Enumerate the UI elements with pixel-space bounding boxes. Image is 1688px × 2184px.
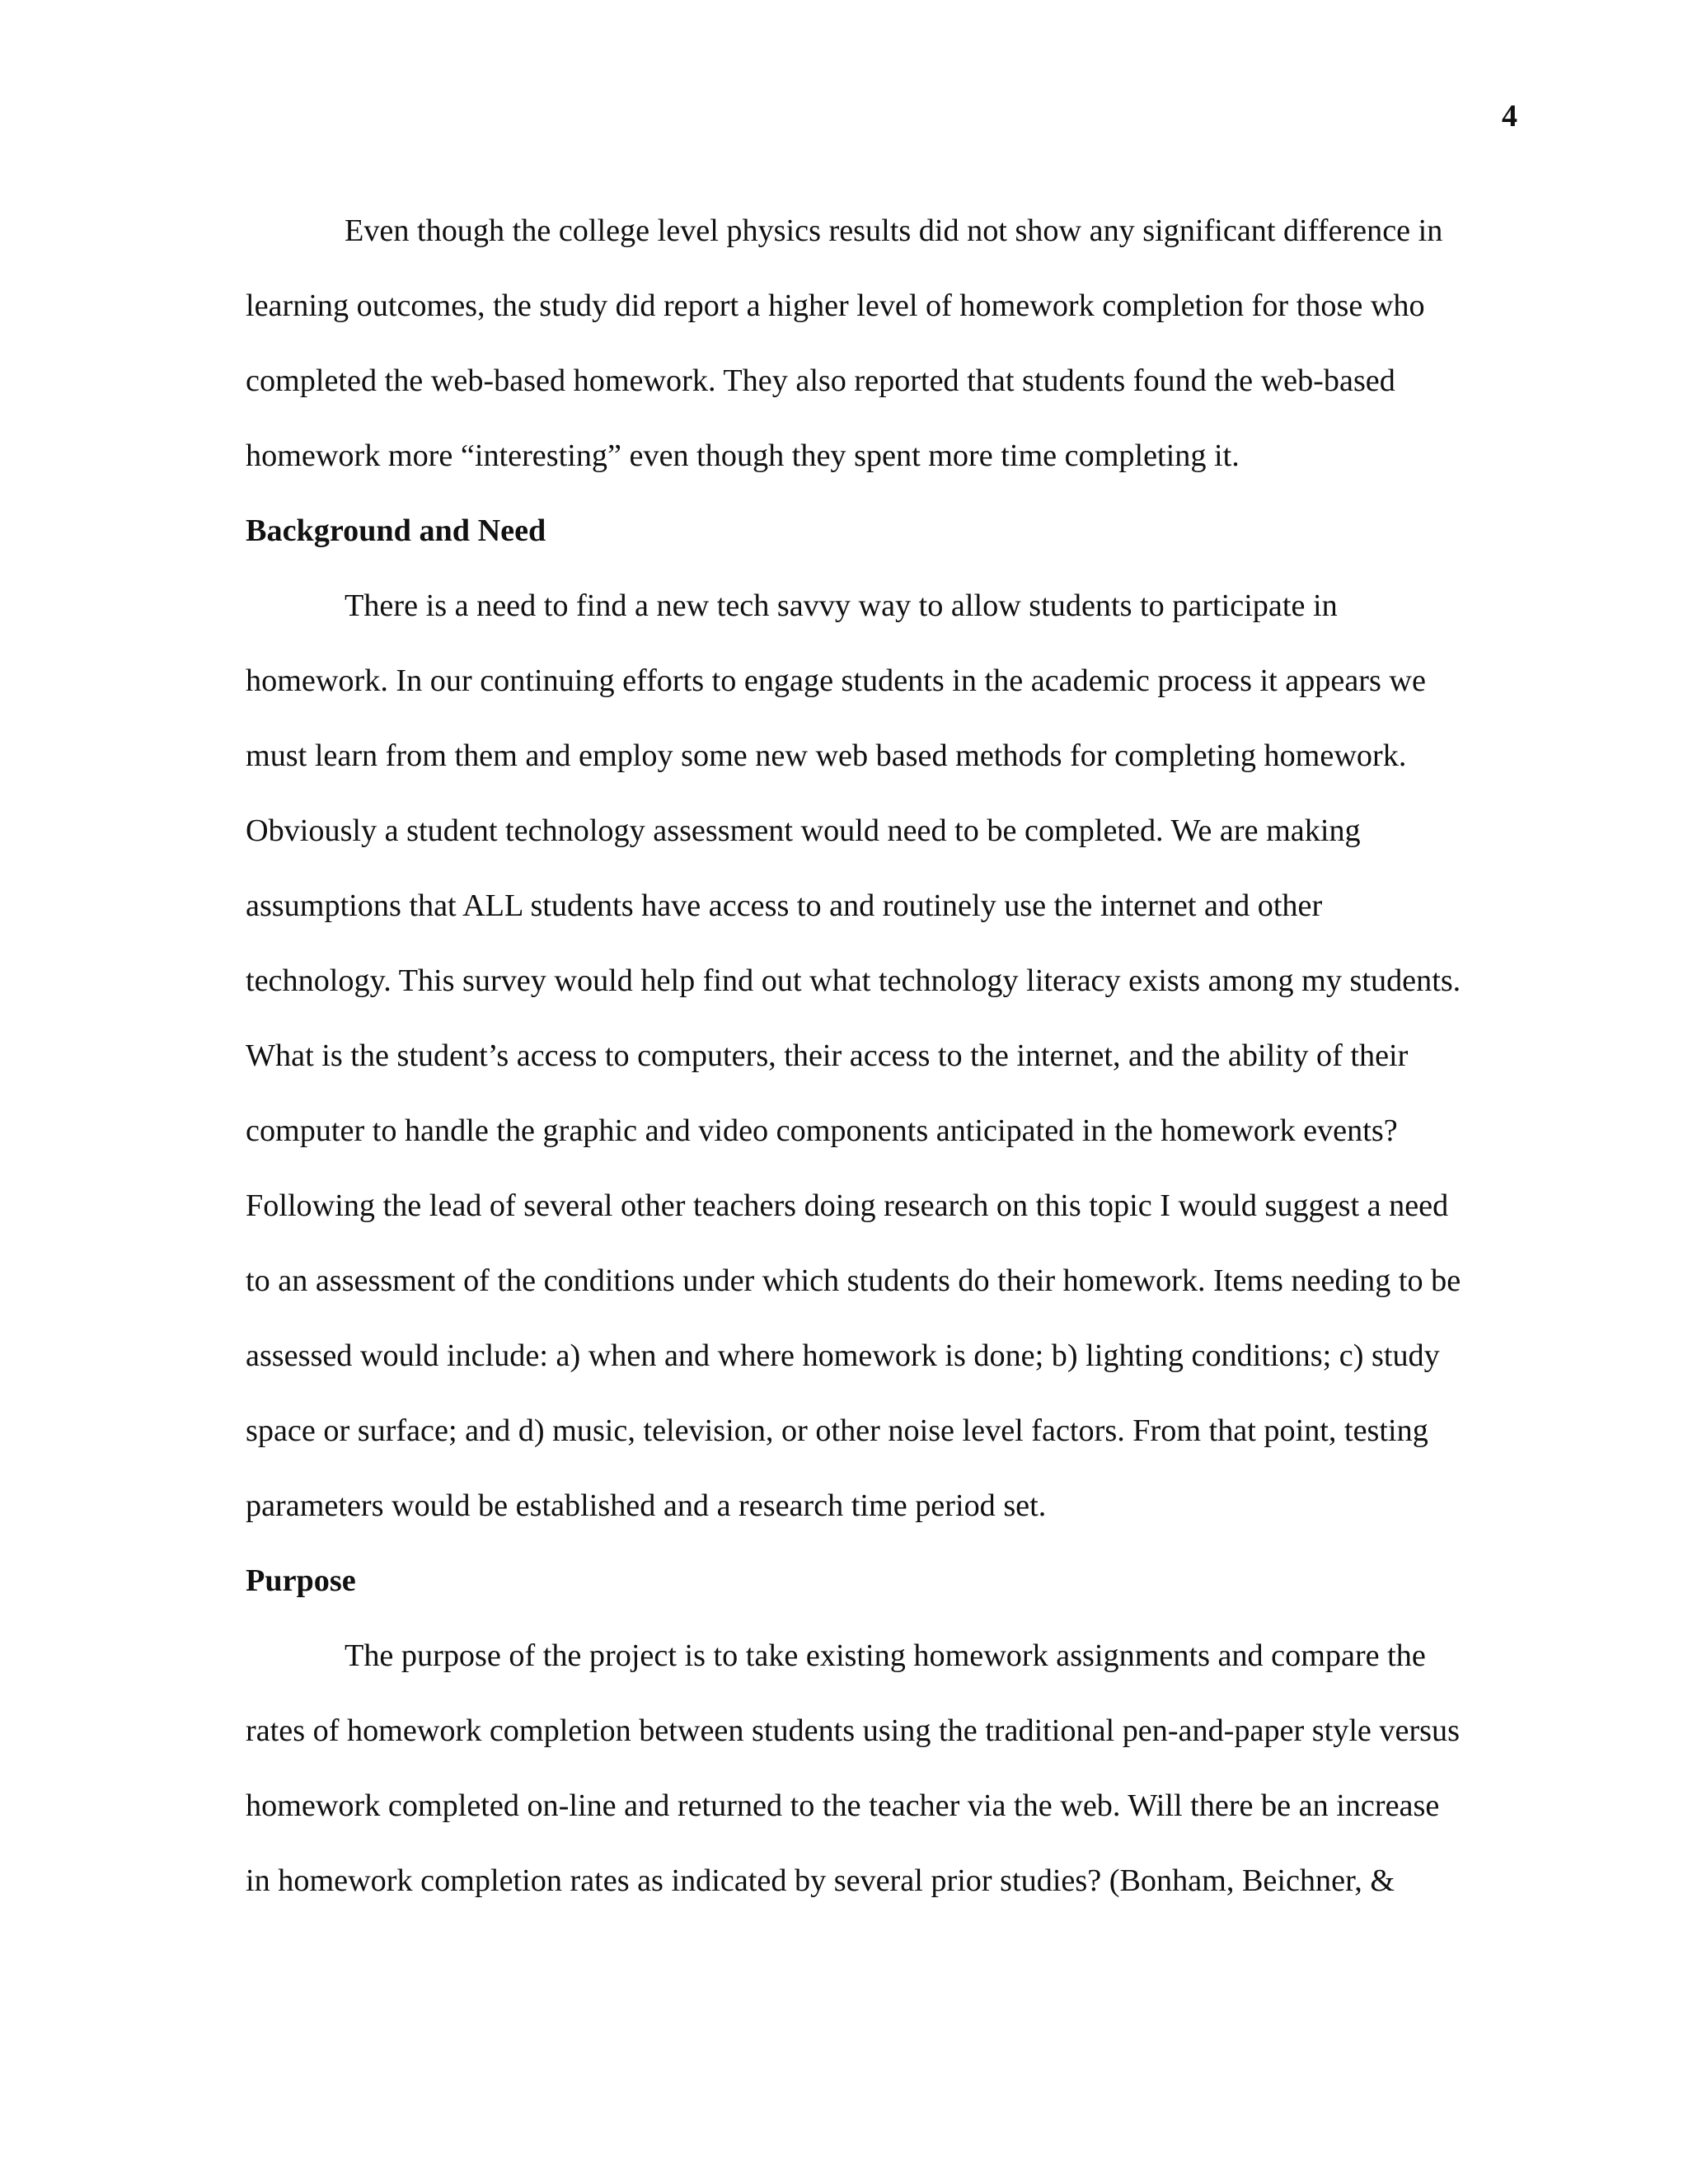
text-line: Obviously a student technology assessment would need to be completed. We are making [246,813,1361,848]
text-line: completed the web-based homework. They also reported that students found the web-based [246,363,1395,398]
text-line: There is a need to find a new tech savvy way to allow students to participate in [345,588,1338,623]
text-line: assessed would include: a) when and where homework is done; b) lighting conditions; c) study [246,1338,1440,1373]
paragraph-intro [246,194,1519,494]
page-number: 4 [1502,99,1517,134]
text-line: The purpose of the project is to take existing homework assignments and compare the [345,1638,1426,1673]
text-line: in homework completion rates as indicated by several prior studies? (Bonham, Beichner, & [246,1863,1395,1898]
text-line: space or surface; and d) music, television, or other noise level factors. From that point, testing [246,1413,1428,1448]
text-line: to an assessment of the conditions under which students do their homework. Items needing to be [246,1263,1461,1298]
text-line: computer to handle the graphic and video components anticipated in the homework events? [246,1113,1398,1148]
text-line: Even though the college level physics results did not show any significant difference in [345,213,1443,248]
text-line: homework completed on-line and returned to the teacher via the web. Will there be an increase [246,1788,1440,1823]
paragraph-background [246,569,1519,1544]
text-line: rates of homework completion between students using the traditional pen-and-paper style versus [246,1713,1460,1748]
text-line: learning outcomes, the study did report a higher level of homework completion for those who [246,288,1425,323]
heading-purpose: Purpose [246,1563,356,1598]
text-line: technology. This survey would help find out what technology literacy exists among my students. [246,963,1461,998]
paragraph-purpose [246,1619,1519,1919]
text-line: Following the lead of several other teachers doing research on this topic I would suggest a need [246,1188,1449,1223]
text-line: homework. In our continuing efforts to engage students in the academic process it appears we [246,663,1426,698]
text-line: assumptions that ALL students have access to and routinely use the internet and other [246,888,1323,923]
text-line: parameters would be established and a research time period set. [246,1488,1047,1523]
text-line: What is the student’s access to computers, their access to the internet, and the ability of their [246,1038,1409,1073]
text-line: homework more “interesting” even though they spent more time completing it. [246,438,1240,473]
text-line: must learn from them and employ some new web based methods for completing homework. [246,738,1407,773]
body-text [246,194,1519,1919]
heading-background-and-need: Background and Need [246,513,546,548]
